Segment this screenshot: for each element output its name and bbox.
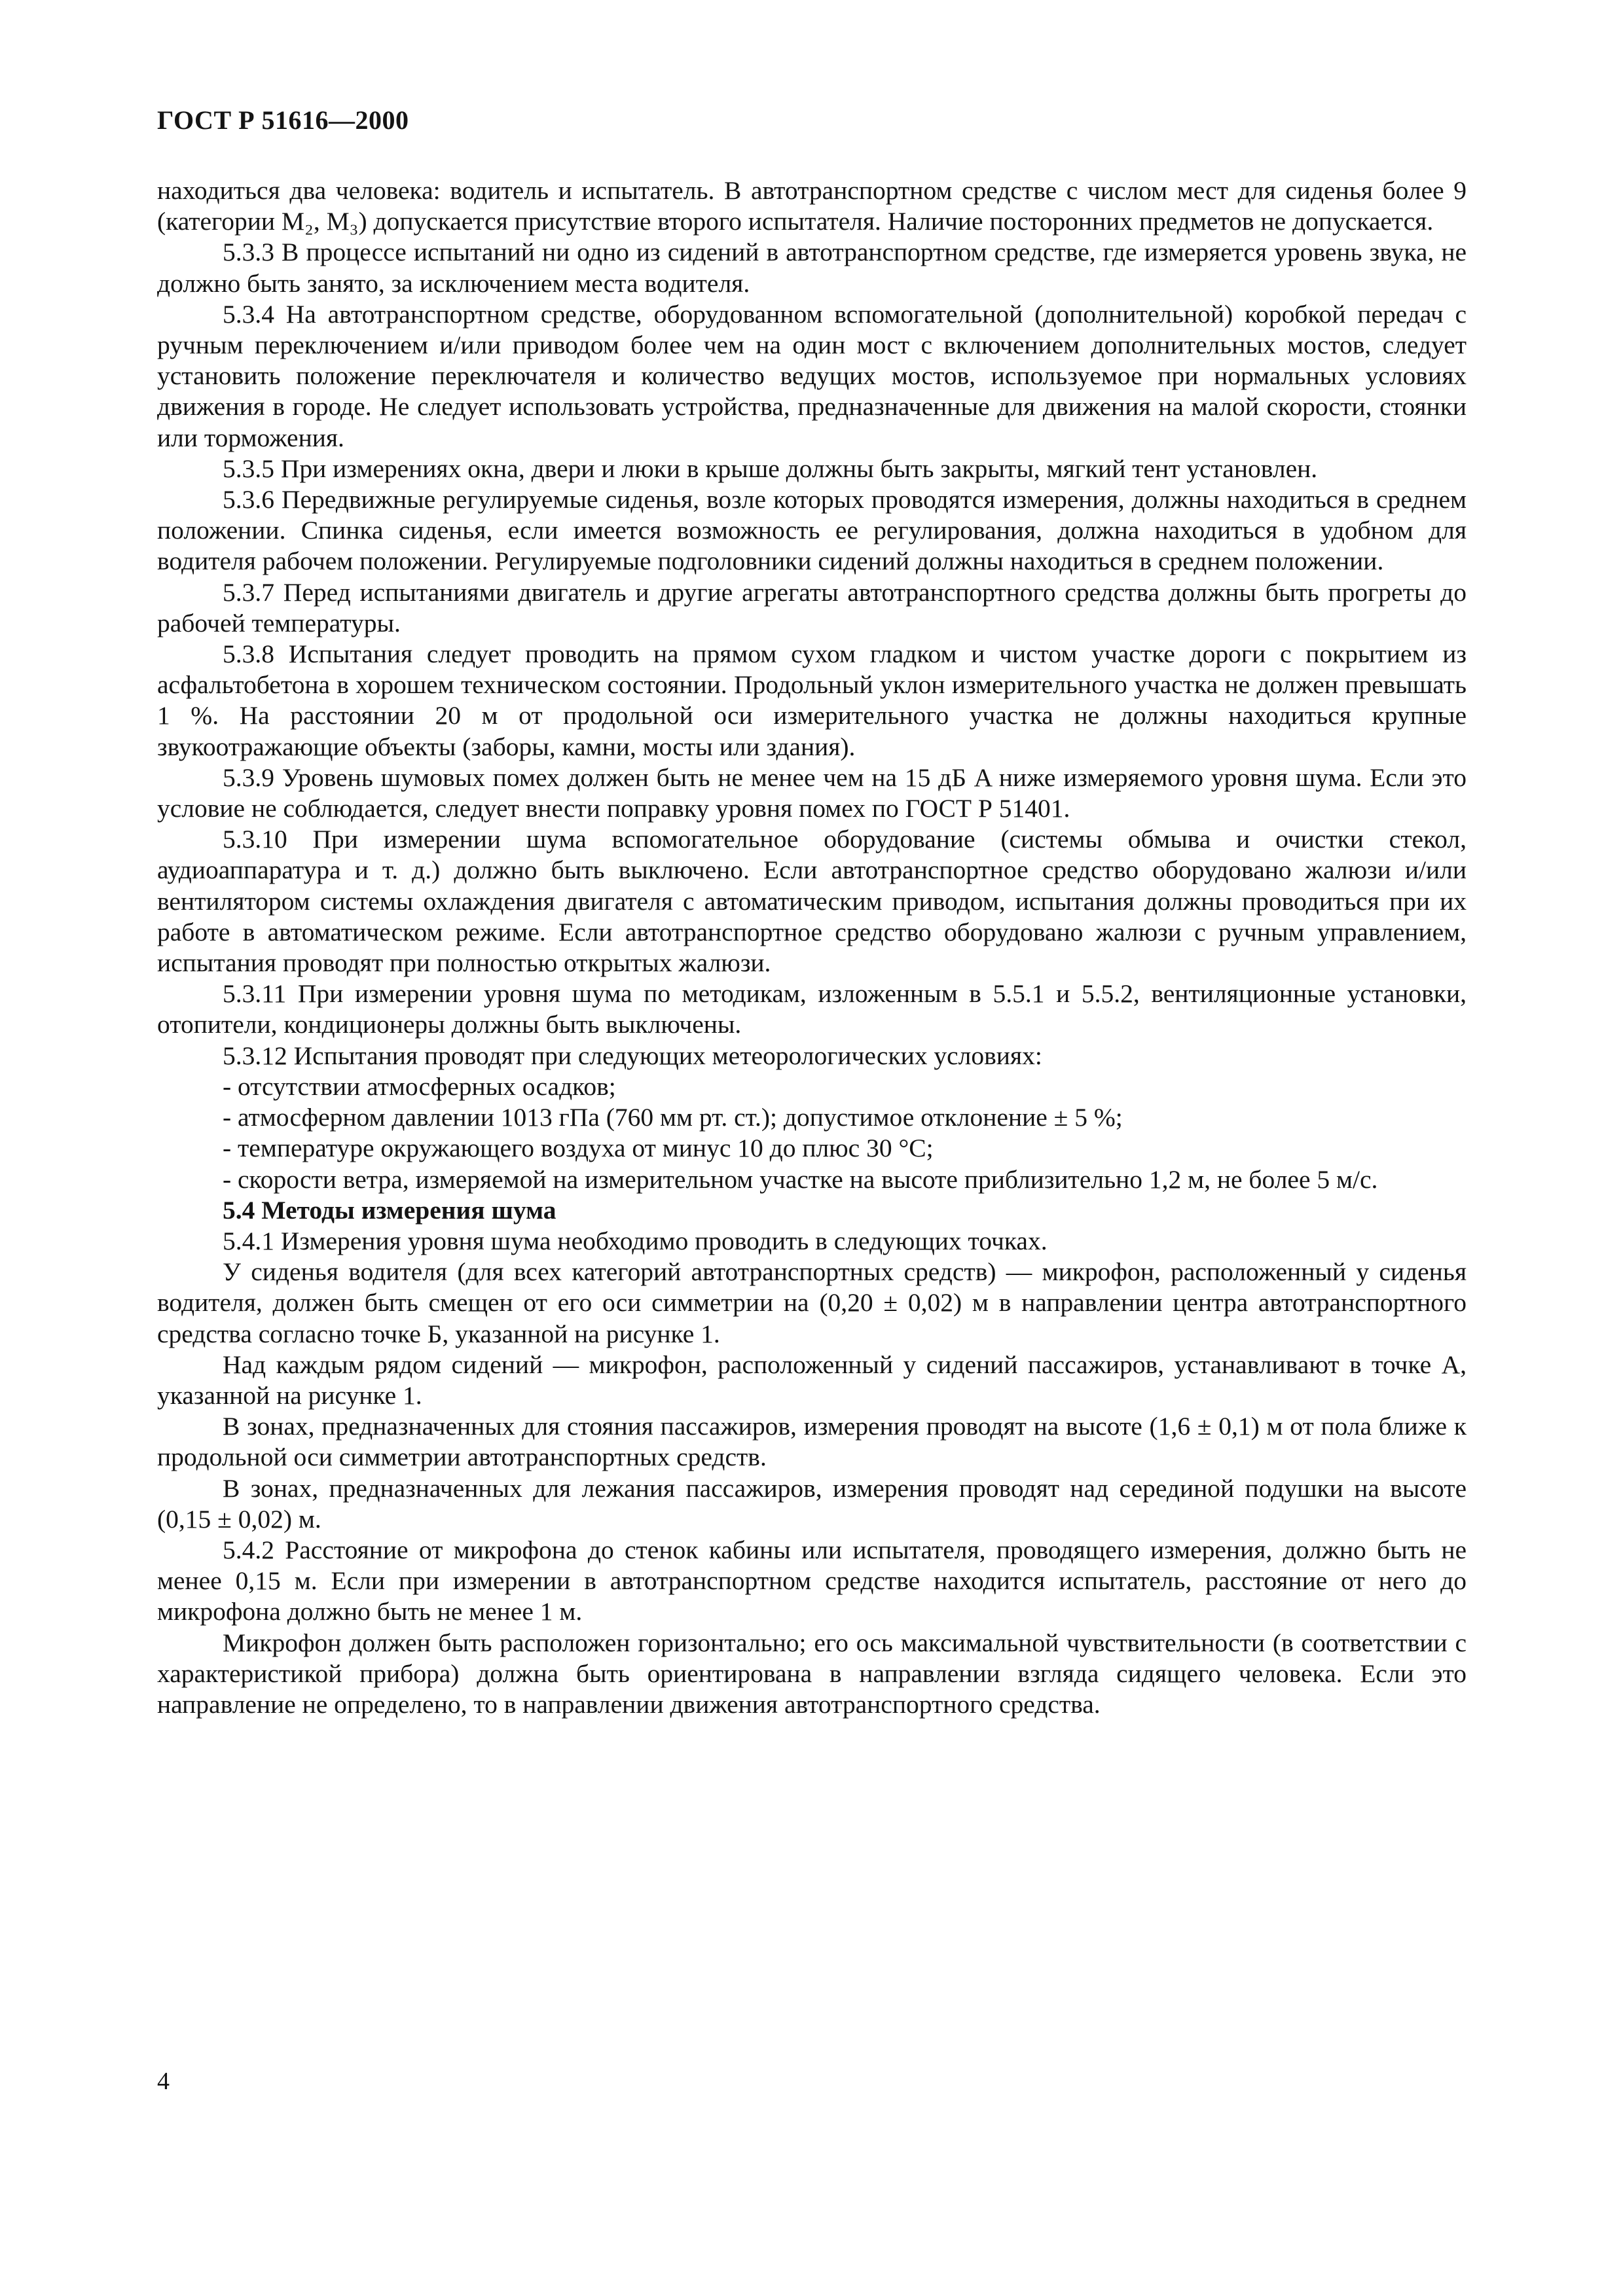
clause-5-3-9: 5.3.9 Уровень шумовых помех должен быть не менее чем на 15 дБ A ниже измеряемого уровня шума. Если это условие не соблюдается, следует внести поправку уровня помех по ГОСТ Р 51401. (157, 762, 1467, 823)
clause-5-3-10: 5.3.10 При измерении шума вспомогательное оборудование (системы обмыва и очистки стекол, аудиоаппаратура и т. д.) должно быть выключено. Если автотранспортное средство оборудовано жалюзи и/или вентилятором системы охлаждения двигателя с автоматическим приводом, испытания должны проводиться при их работе в автоматическом режиме. Если автотранспортное средство оборудовано жалюзи с ручным управлением, испытания проводят при полностью открытых жалюзи. (157, 825, 1467, 978)
condition-list-item: - температуре окружающего воздуха от минус 10 до плюс 30 °С; (223, 1134, 934, 1163)
section-heading-5-4: 5.4 Методы измерения шума (223, 1195, 556, 1225)
condition-list-item: - атмосферном давлении 1013 гПа (760 мм рт. ст.); допустимое отклонение ± 5 %; (223, 1103, 1123, 1132)
clause-5-3-6: 5.3.6 Передвижные регулируемые сиденья, возле которых проводятся измерения, должны находиться в среднем положении. Спинка сиденья, если имеется возможность ее регулирования, должна находиться в удобном для водителя рабочем положении. Регулируемые подголовники сидений должны находиться в среднем положении. (157, 485, 1467, 576)
clause-5-3-3: 5.3.3 В процессе испытаний ни одно из сидений в автотранспортном средстве, где измеряется уровень звука, не должно быть занято, за исключением места водителя. (157, 238, 1467, 298)
clause-5-3-11: 5.3.11 При измерении уровня шума по методикам, изложенным в 5.5.1 и 5.5.2, вентиляционные установки, отопители, кондиционеры должны быть выключены. (157, 979, 1467, 1039)
condition-list-item: - отсутствии атмосферных осадков; (223, 1071, 616, 1101)
paragraph-driver-seat: У сиденья водителя (для всех категорий автотранспортных средств) — микрофон, расположенный у сиденья водителя, должен быть смещен от его оси симметрии на (0,20 ± 0,02) м в направлении центра автотранспортного средства согласно точке Б, указанной на рисунке 1. (157, 1257, 1467, 1348)
paragraph-microphone-orientation: Микрофон должен быть расположен горизонтально; его ось максимальной чувствительности (в соответствии с характеристикой прибора) должна быть ориентирована в направлении взгляда сидящего человека. Если это направление не определено, то в направлении движения автотранспортного средства. (157, 1628, 1467, 1719)
paragraph-standing-zones: В зонах, предназначенных для стояния пассажиров, измерения проводят на высоте (1,6 ± 0,1) м от пола ближе к продольной оси симметрии автотранспортных средств. (157, 1412, 1467, 1472)
condition-list-item: - скорости ветра, измеряемой на измерительном участке на высоте приблизительно 1,2 м, не более 5 м/с. (223, 1164, 1378, 1194)
page-number: 4 (157, 2068, 170, 2095)
clause-5-4-1: 5.4.1 Измерения уровня шума необходимо проводить в следующих точках. (223, 1226, 1048, 1255)
paragraph-seat-rows: Над каждым рядом сидений — микрофон, расположенный у сидений пассажиров, устанавливают в точке А, указанной на рисунке 1. (157, 1350, 1467, 1410)
clause-5-3-5: 5.3.5 При измерениях окна, двери и люки в крыше должны быть закрыты, мягкий тент установлен. (223, 454, 1318, 483)
clause-5-3-12: 5.3.12 Испытания проводят при следующих метеорологических условиях: (223, 1041, 1042, 1070)
clause-5-3-4: 5.3.4 На автотранспортном средстве, оборудованном вспомогательной (дополнительной) коробкой передач с ручным переключением и/или приводом более чем на один мост с включением дополнительных мостов, следует установить положение переключателя и количество ведущих мостов, используемое при нормальных условиях движения в городе. Не следует использовать устройства, предназначенные для движения на малой скорости, стоянки или торможения. (157, 299, 1467, 452)
document-body (157, 175, 1467, 1720)
clause-5-4-2: 5.4.2 Расстояние от микрофона до стенок кабины или испытателя, проводящего измерения, должно быть не менее 0,15 м. Если при измерении в автотранспортном средстве находится испытатель, расстояние от него до микрофона должно быть не менее 1 м. (157, 1535, 1467, 1626)
paragraph-lying-zones: В зонах, предназначенных для лежания пассажиров, измерения проводят над серединой подушки на высоте (0,15 ± 0,02) м. (157, 1473, 1467, 1534)
clause-5-3-7: 5.3.7 Перед испытаниями двигатель и другие агрегаты автотранспортного средства должны быть прогреты до рабочей температуры. (157, 577, 1467, 637)
standard-header: ГОСТ Р 51616—2000 (157, 105, 409, 135)
clause-5-3-8: 5.3.8 Испытания следует проводить на прямом сухом гладком и чистом участке дороги с покрытием из асфальтобетона в хорошем техническом состоянии. Продольный уклон измерительного участка не должен превышать 1 %. На расстоянии 20 м от продольной оси измерительного участка не должны находиться крупные звукоотражающие объекты (заборы, камни, мосты или здания). (157, 639, 1467, 761)
paragraph-continuation: находиться два человека: водитель и испытатель. В автотранспортном средстве с числом мест для сиденья более 9 (категории М₂, М₃) допускается присутствие второго испытателя. Наличие посторонних предметов не допускается. (157, 176, 1467, 236)
